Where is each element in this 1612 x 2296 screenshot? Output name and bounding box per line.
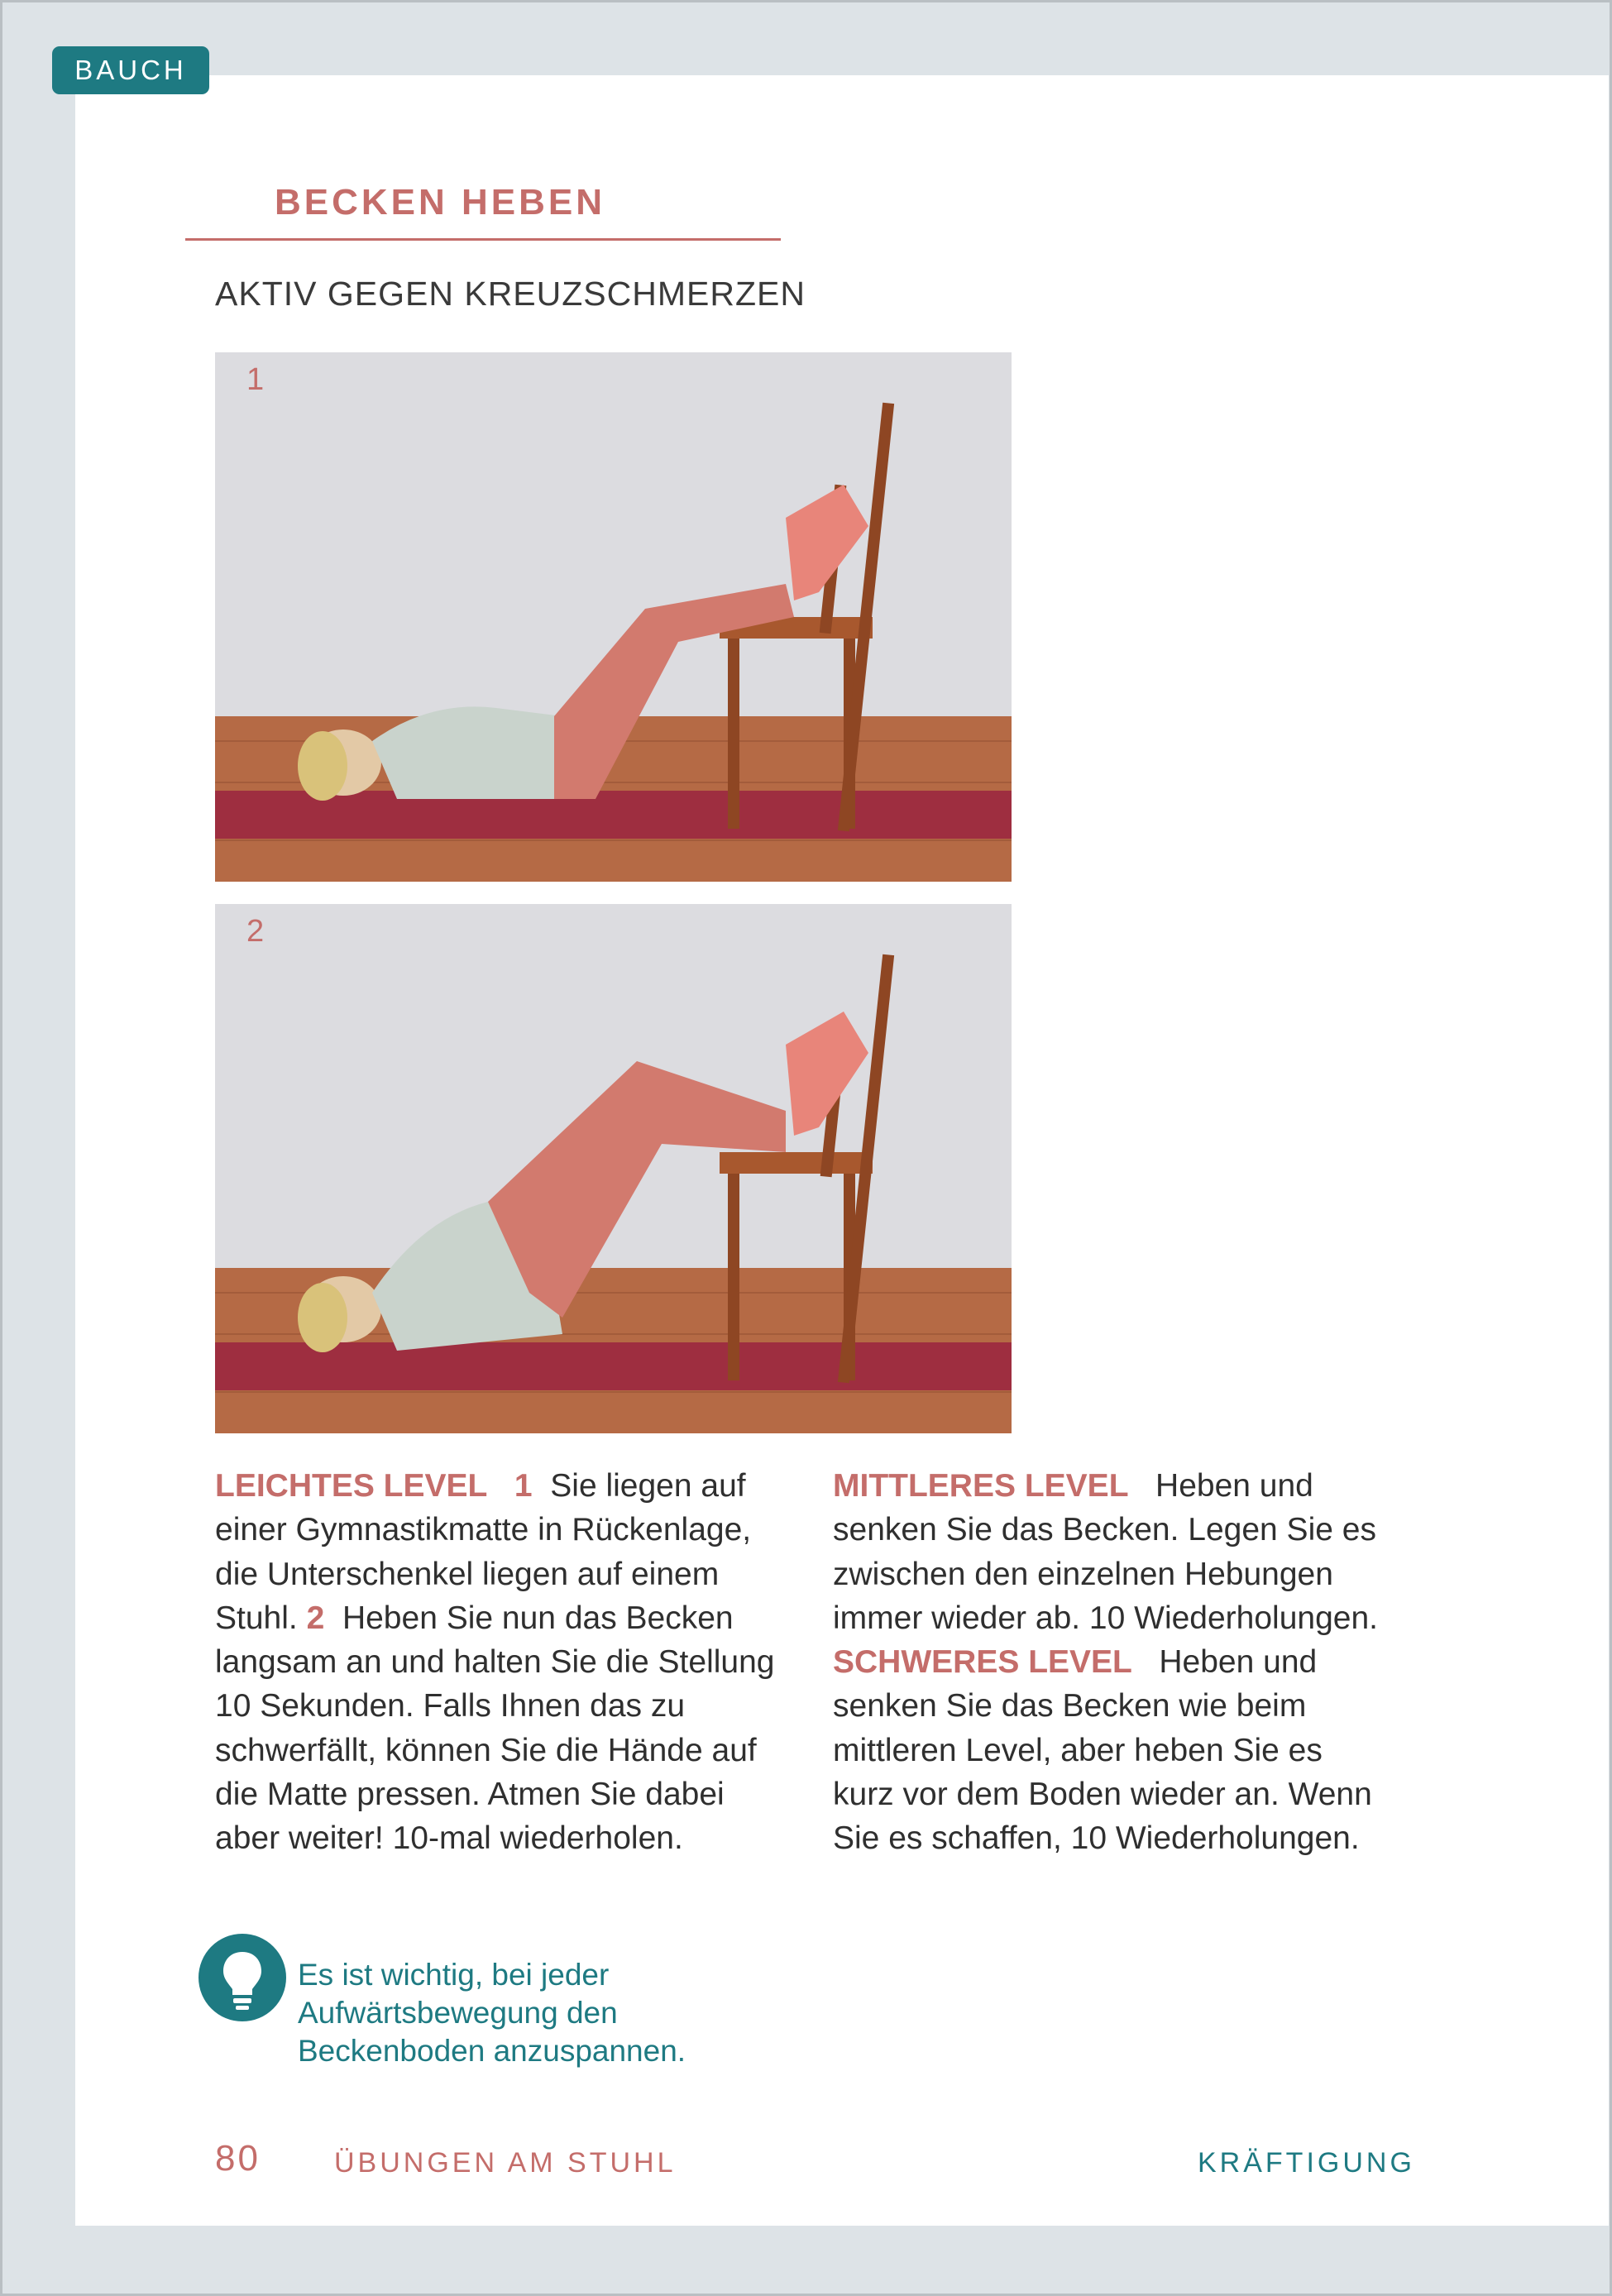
medium-level-paragraph [833, 1464, 1379, 1640]
photo-1-illustration [215, 352, 1012, 882]
medium-level-label: MITTLERES LEVEL [833, 1468, 1129, 1504]
left-column [215, 1464, 794, 1861]
lightbulb-icon [199, 1934, 286, 2021]
footer-chapter: ÜBUNGEN AM STUHL [334, 2147, 677, 2179]
hard-level-paragraph [833, 1640, 1379, 1860]
step-1-text: Sie liegen auf einer Gymnastikmatte in Rückenlage, die Unterschenkel liegen auf einem Stuhl. [215, 1468, 752, 1636]
step-2-text: Heben Sie nun das Becken langsam an und halten Sie die Stellung 10 Sekunden. Falls Ihnen das zu schwerfällt, können Sie die Hände auf die Matte pressen. Atmen Sie dabei aber weiter! 10-mal wiederholen. [215, 1600, 775, 1857]
photo-number: 2 [246, 914, 265, 949]
step-2-number: 2 [306, 1600, 325, 1636]
tip-text: Es ist wichtig, bei jeder Aufwärtsbewegung den Beckenboden anzuspannen. [298, 1958, 686, 2068]
exercise-photo-1 [215, 352, 1012, 882]
exercise-subtitle: AKTIV GEGEN KREUZSCHMERZEN [215, 275, 806, 313]
page-number: 80 [215, 2138, 261, 2179]
exercise-photo-2 [215, 904, 1012, 1433]
right-column [833, 1464, 1379, 1861]
hard-level-label: SCHWERES LEVEL [833, 1644, 1132, 1681]
easy-level-paragraph [215, 1464, 794, 1861]
exercise-title: BECKEN HEBEN [275, 182, 606, 222]
section-tag: BAUCH [52, 46, 209, 94]
easy-level-label: LEICHTES LEVEL [215, 1468, 488, 1504]
step-1-number: 1 [514, 1468, 533, 1504]
medium-level-text: Heben und senken Sie das Becken. Legen Sie es zwischen den einzelnen Hebungen immer wieder ab. 10 Wiederholungen. [833, 1468, 1379, 1636]
photo-number: 1 [246, 362, 265, 397]
title-divider [185, 238, 781, 241]
photo-2-illustration [215, 904, 1012, 1433]
footer-category: KRÄFTIGUNG [1198, 2147, 1415, 2179]
hard-level-text: Heben und senken Sie das Becken wie beim mittleren Level, aber heben Sie es kurz vor dem Boden wieder an. Wenn Sie es schaffen, 10 Wiederholungen. [833, 1644, 1372, 1857]
